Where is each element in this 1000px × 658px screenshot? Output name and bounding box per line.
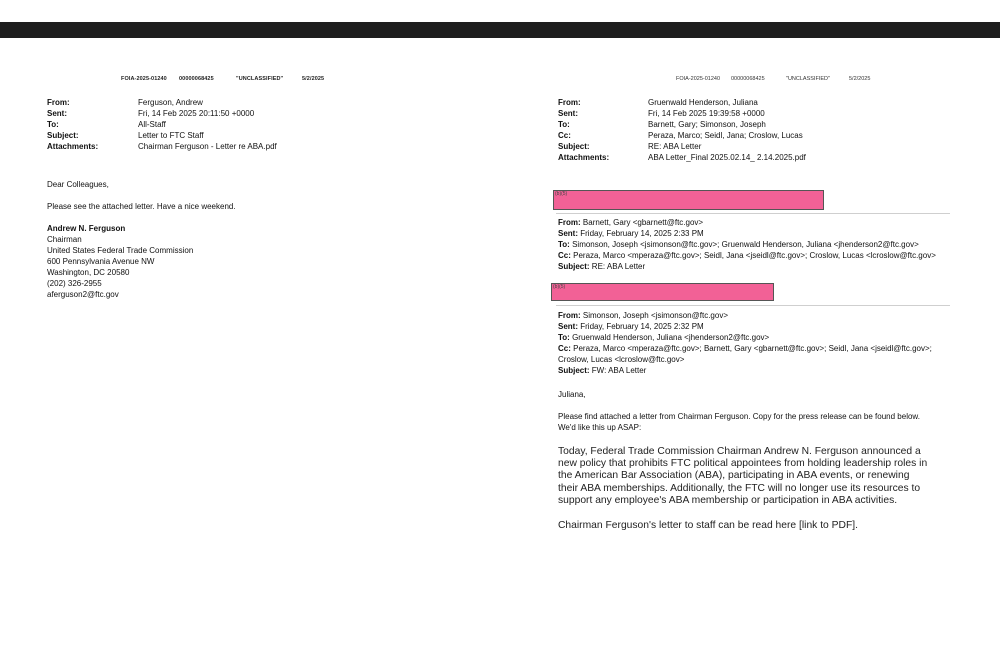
- intro-line-2: We'd like this up ASAP:: [558, 423, 642, 432]
- field-label: Sent:: [47, 109, 67, 118]
- field-label: Attachments:: [558, 153, 610, 162]
- top-bar: [0, 22, 1000, 38]
- field-label: Subject:: [558, 366, 590, 375]
- forwarded-cc: [558, 344, 932, 353]
- field-label: Sent:: [558, 109, 578, 118]
- field-value: RE: ABA Letter: [591, 262, 646, 271]
- field-value: Barnett, Gary; Simonson, Joseph: [648, 120, 766, 129]
- signature-title: Chairman: [47, 235, 82, 244]
- forwarded-sent: [558, 322, 704, 331]
- press-line: new policy that prohibits FTC political appointees from holding leadership roles in: [558, 458, 928, 469]
- field-label: To:: [47, 120, 59, 129]
- field-value: Barnett, Gary <gbarnett@ftc.gov>: [582, 218, 704, 227]
- release-date: 5/2/2025: [849, 76, 871, 82]
- field-value: Simonson, Joseph <jsimonson@ftc.gov>; Gruenwald Henderson, Juliana <jhenderson2@ftc.gov>: [572, 240, 919, 249]
- quoted-cc: [558, 251, 936, 260]
- field-value: Fri, 14 Feb 2025 19:39:58 +0000: [648, 109, 765, 118]
- redaction-code: (b)(5): [553, 284, 566, 290]
- attachment-link[interactable]: Chairman Ferguson - Letter re ABA.pdf: [138, 142, 277, 151]
- signature-email[interactable]: aferguson2@ftc.gov: [47, 290, 119, 299]
- forwarded-cc-continued: Croslow, Lucas <lcroslow@ftc.gov>: [558, 355, 685, 364]
- forwarded-subject: [558, 366, 646, 375]
- signature-agency: United States Federal Trade Commission: [47, 246, 194, 255]
- field-label: Subject:: [47, 131, 79, 140]
- field-value: Peraza, Marco; Seidl, Jana; Croslow, Lucas: [648, 131, 803, 140]
- field-label: To:: [558, 240, 570, 249]
- field-label: From:: [558, 98, 581, 107]
- field-value: Friday, February 14, 2025 2:32 PM: [580, 322, 704, 331]
- greeting: Juliana,: [558, 390, 586, 399]
- field-label: Sent:: [558, 229, 578, 238]
- greeting: Dear Colleagues,: [47, 180, 109, 189]
- field-label: To:: [558, 120, 570, 129]
- field-label: Cc:: [558, 131, 571, 140]
- quoted-subject: [558, 262, 645, 271]
- redaction-block: [551, 283, 774, 301]
- field-label: Attachments:: [47, 142, 99, 151]
- signature-address: 600 Pennsylvania Avenue NW: [47, 257, 155, 266]
- field-label: To:: [558, 333, 570, 342]
- quoted-from: [558, 218, 703, 227]
- document-id: 00000068425: [731, 76, 765, 82]
- field-value: All-Staff: [138, 120, 166, 129]
- divider: [556, 213, 950, 214]
- press-line: the American Bar Association (ABA), participating in ABA events, or renewing: [558, 470, 910, 481]
- closing-line: Chairman Ferguson's letter to staff can be read here [link to PDF].: [558, 520, 858, 531]
- field-value: Ferguson, Andrew: [138, 98, 203, 107]
- redaction-block: [553, 190, 824, 210]
- press-line: their ABA memberships. Additionally, the FTC will no longer use its resources to: [558, 483, 921, 494]
- field-value: Gruenwald Henderson, Juliana: [648, 98, 758, 107]
- signature-city: Washington, DC 20580: [47, 268, 130, 277]
- redaction-code: (b)(5): [555, 191, 568, 197]
- field-label: From:: [47, 98, 70, 107]
- field-value: Letter to FTC Staff: [138, 131, 204, 140]
- intro-line-1: Please find attached a letter from Chairman Ferguson. Copy for the press release can be found below.: [558, 412, 920, 421]
- attachment-link[interactable]: ABA Letter_Final 2025.02.14_ 2.14.2025.pdf: [648, 153, 806, 162]
- body-text: Please see the attached letter. Have a nice weekend.: [47, 202, 236, 211]
- signature-phone: (202) 326-2955: [47, 279, 102, 288]
- signature-name: Andrew N. Ferguson: [47, 224, 126, 233]
- quoted-to: [558, 240, 919, 249]
- forwarded-from: [558, 311, 728, 320]
- document-id: 00000068425: [179, 76, 214, 82]
- field-label: Cc:: [558, 251, 571, 260]
- field-value: Fri, 14 Feb 2025 20:11:50 +0000: [138, 109, 255, 118]
- field-label: Sent:: [558, 322, 578, 331]
- field-value: Friday, February 14, 2025 2:33 PM: [580, 229, 704, 238]
- field-label: From:: [558, 311, 581, 320]
- field-label: From:: [558, 218, 581, 227]
- press-line: support any employee's ABA membership or participation in ABA activities.: [558, 495, 898, 506]
- forwarded-to: [558, 333, 769, 342]
- classification: "UNCLASSIFIED": [786, 76, 830, 82]
- field-value: Peraza, Marco <mperaza@ftc.gov>; Seidl, Jana <jseidl@ftc.gov>; Croslow, Lucas <lcroslow@ftc.gov>: [573, 251, 936, 260]
- quoted-sent: [558, 229, 704, 238]
- field-value: FW: ABA Letter: [591, 366, 647, 375]
- release-date: 5/2/2025: [302, 76, 325, 82]
- foia-number: FOIA-2025-01240: [121, 76, 167, 82]
- field-value: Simonson, Joseph <jsimonson@ftc.gov>: [582, 311, 728, 320]
- field-label: Subject:: [558, 142, 590, 151]
- field-label: Subject:: [558, 262, 590, 271]
- divider: [556, 305, 950, 306]
- foia-number: FOIA-2025-01240: [676, 76, 721, 82]
- field-value: Peraza, Marco <mperaza@ftc.gov>; Barnett, Gary <gbarnett@ftc.gov>; Seidl, Jana <jseidl@ftc.gov>;: [573, 344, 932, 353]
- field-label: Cc:: [558, 344, 571, 353]
- press-line: Today, Federal Trade Commission Chairman Andrew N. Ferguson announced a: [558, 446, 921, 457]
- field-value: RE: ABA Letter: [648, 142, 702, 151]
- classification: "UNCLASSIFIED": [236, 76, 284, 82]
- field-value: Gruenwald Henderson, Juliana <jhenderson2@ftc.gov>: [572, 333, 770, 342]
